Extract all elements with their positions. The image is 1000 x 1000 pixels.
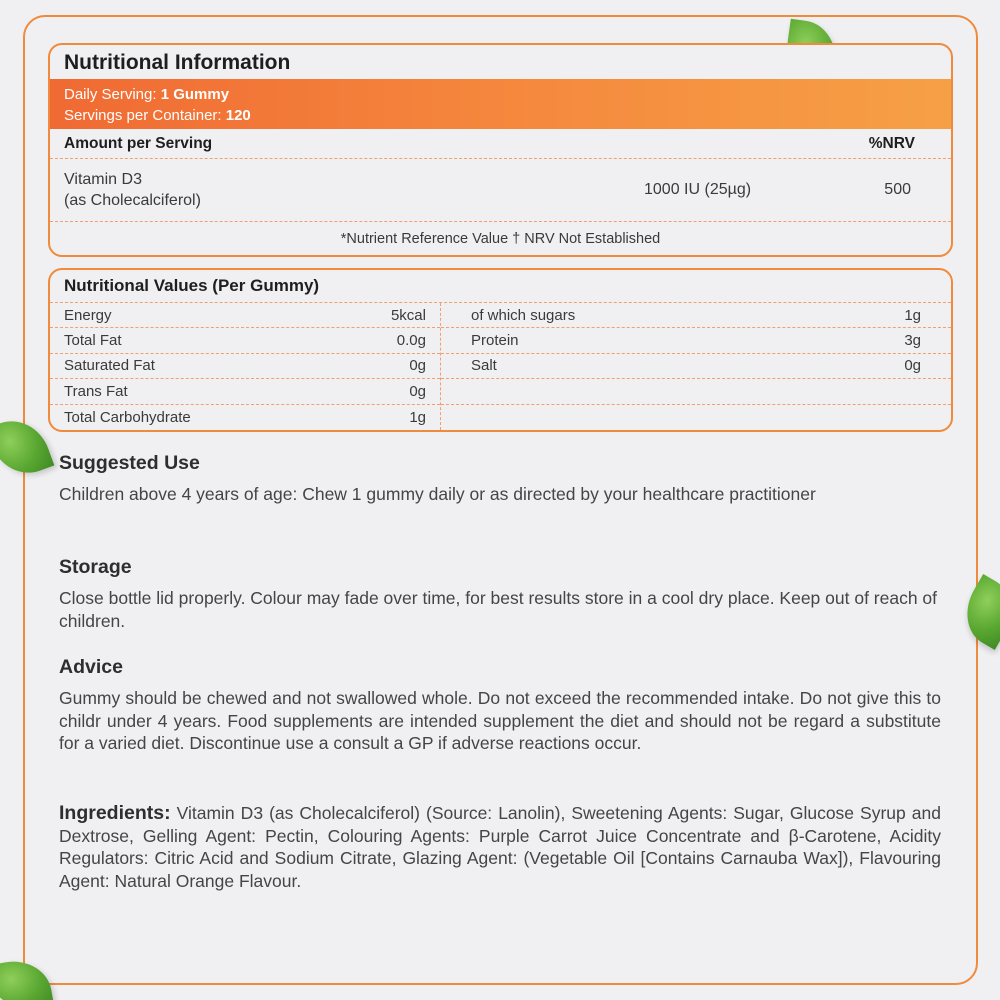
value-row [441,328,951,353]
nutrient-row [50,159,951,222]
value-label: of which sugars [471,306,576,324]
value-amount: 0g [904,357,921,375]
value-label: Protein [471,332,519,350]
ingredients-label: Ingredients: [59,802,171,824]
suggested-use-title: Suggested Use [59,452,200,474]
storage-title: Storage [59,556,132,578]
amount-per-serving-header: Amount per Serving [64,134,213,152]
nutritional-values-panel [48,268,953,432]
value-amount: 5kcal [390,306,426,324]
ingredients-text [59,802,941,892]
storage-section [59,556,941,632]
value-row [50,303,440,328]
value-row [50,379,440,404]
nutrient-name-line2: (as Cholecalciferol) [64,192,201,209]
nutrient-nrv: 500 [884,181,911,198]
servings-per-container [64,105,937,126]
suggested-use-body: Children above 4 years of age: Chew 1 gummy daily or as directed by your healthcare practitioner [59,484,816,504]
value-amount: 1g [904,306,921,324]
value-amount: 3g [904,332,921,350]
nutritional-values-table [50,303,951,430]
value-amount: 0g [409,357,426,375]
servings-per-container-label: Servings per Container: [64,107,226,124]
values-column-right [441,303,951,430]
daily-serving-label: Daily Serving: [64,86,161,103]
nutritional-information-panel [48,43,953,257]
value-row [441,303,951,328]
nutritional-values-title: Nutritional Values (Per Gummy) [50,270,951,303]
value-row [50,405,440,430]
storage-body: Close bottle lid properly. Colour may fade over time, for best results store in a cool dry place. Keep out of reach of children. [59,588,938,631]
value-label: Salt [471,357,497,375]
value-label: Total Fat [64,332,122,350]
value-row [441,354,951,379]
ingredients-section [59,802,941,892]
ingredients-body: Vitamin D3 (as Cholecalciferol) (Source: Lanolin), Sweetening Agents: Sugar, Glucose Syrup and Dextrose, Gelling Agent: Pectin, Colouring Agents: Purple Carrot Juice Concentrate and β-Carotene, Acidity Regulators: Citric Acid and Sodium Citrate, Glazing Agent: (Vegetable Oil [Contains Carnauba Wax]), Flavouring Agent: Natural Orange Flavour. [59,803,941,891]
value-row-empty [441,379,951,404]
value-amount: 1g [409,408,426,426]
value-label: Total Carbohydrate [64,408,191,426]
servings-per-container-value: 120 [225,107,251,124]
value-label: Energy [64,306,112,324]
nrv-header: %NRV [868,134,915,152]
value-amount: 0.0g [396,332,426,350]
advice-body: Gummy should be chewed and not swallowed whole. Do not exceed the recommended intake. Do not give this to childr under 4 years. Food supplements are intended supplement the diet and should not be regard a substitute for a varied diet. Discontinue use a consult a GP if adverse reactions occur. [59,688,941,753]
value-row-empty [441,405,951,430]
daily-serving [64,84,937,105]
value-label: Saturated Fat [64,357,155,375]
advice-section [59,656,941,755]
nutrient-name-line1: Vitamin D3 [64,171,142,188]
values-column-left [50,303,441,430]
daily-serving-value: 1 Gummy [160,86,230,103]
nrv-footnote: *Nutrient Reference Value † NRV Not Established [340,230,661,247]
value-label: Trans Fat [64,382,128,400]
suggested-use-section [59,452,941,506]
value-row [50,328,440,353]
nutrient-amount: 1000 IU (25µg) [644,181,752,198]
serving-band [50,79,951,129]
nutrient-name [64,169,644,211]
value-amount: 0g [409,382,426,400]
nutritional-information-title: Nutritional Information [64,51,291,74]
amount-header-row [50,129,951,159]
value-row [50,354,440,379]
advice-title: Advice [59,656,123,678]
